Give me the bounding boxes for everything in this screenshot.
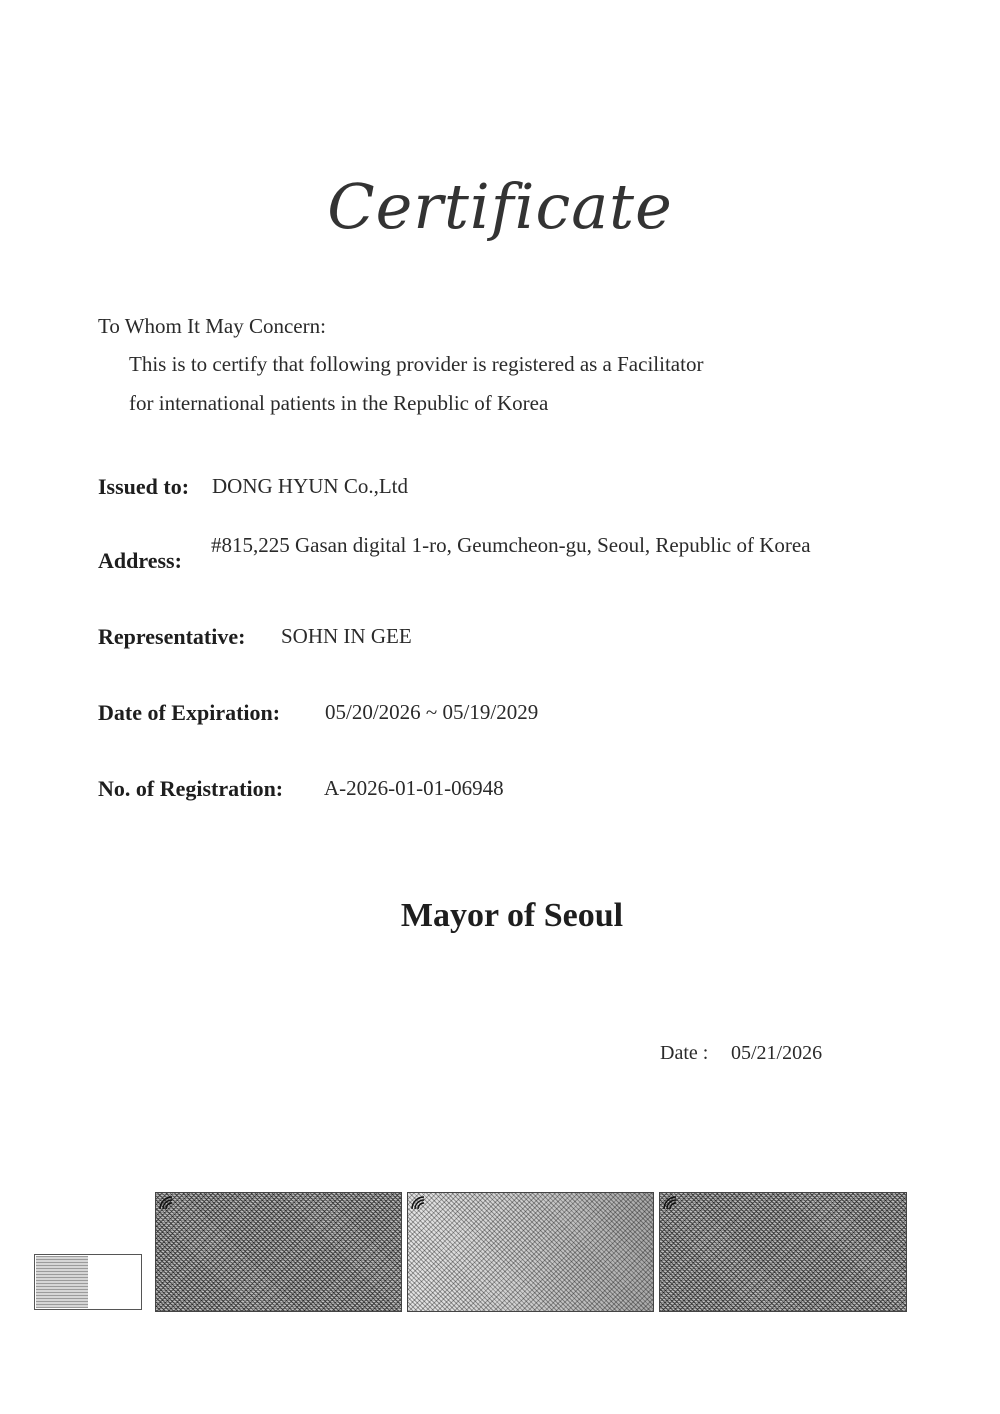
date-value: 05/21/2026 (731, 1042, 823, 1064)
certify-statement-line-1: This is to certify that following provider is registered as a Facilitator (129, 352, 704, 376)
issued-to-value: DONG HYUN Co.,Ltd (212, 474, 408, 498)
issuer-signature: Mayor of Seoul (400, 897, 624, 934)
address-value: #815,225 Gasan digital 1-ro, Geumcheon-gu, Seoul, Republic of Korea (211, 533, 811, 557)
issued-to-label: Issued to: (98, 474, 190, 499)
registration-label: No. of Registration: (98, 776, 284, 801)
expiration-value: 05/20/2026 ~ 05/19/2029 (325, 700, 539, 724)
security-pattern-icon (36, 1256, 88, 1308)
security-code-2 (407, 1192, 654, 1312)
certificate-title: Certificate (327, 170, 673, 243)
security-pattern-box (34, 1254, 142, 1310)
security-code-icon (159, 1196, 173, 1210)
certify-statement-line-2: for international patients in the Republic of Korea (129, 391, 549, 415)
security-code-icon (411, 1196, 425, 1210)
expiration-label: Date of Expiration: (98, 700, 281, 725)
security-code-3 (659, 1192, 907, 1312)
security-code-icon (663, 1196, 677, 1210)
representative-label: Representative: (98, 624, 246, 649)
representative-value: SOHN IN GEE (281, 624, 412, 648)
date-label: Date : (660, 1042, 709, 1064)
address-label: Address: (98, 548, 182, 573)
registration-value: A-2026-01-01-06948 (324, 776, 504, 800)
salutation: To Whom It May Concern: (98, 314, 326, 338)
security-code-1 (155, 1192, 402, 1312)
